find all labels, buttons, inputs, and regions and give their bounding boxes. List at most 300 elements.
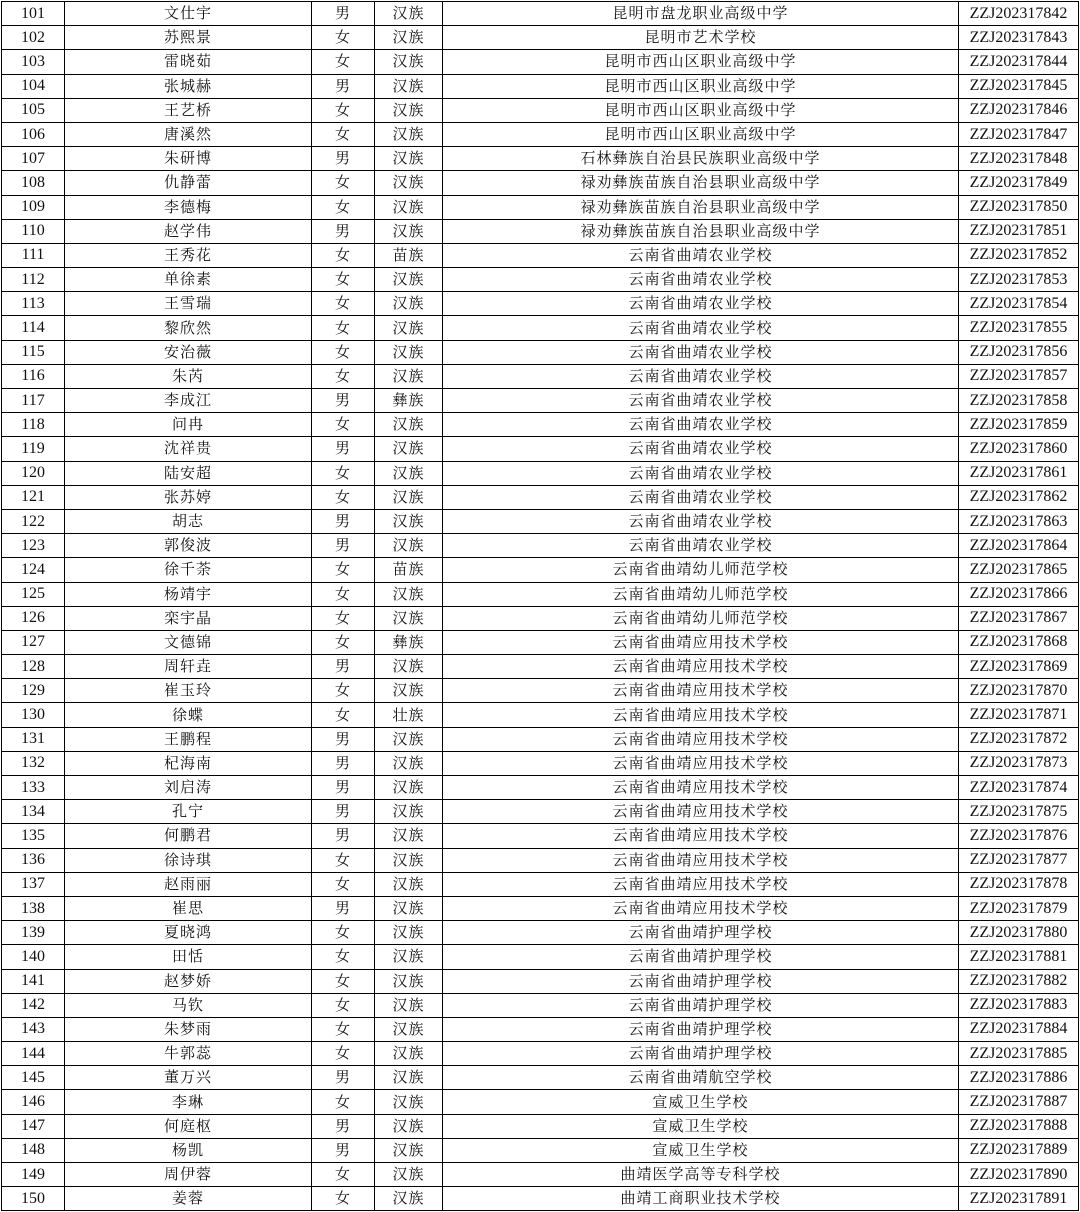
gender: 女 [312,606,375,630]
student-name: 文德锦 [65,630,312,654]
certificate-id: ZZJ202317850 [959,195,1079,219]
school-name: 云南省曲靖农业学校 [443,340,959,364]
table-row [2,679,1079,703]
gender: 女 [312,340,375,364]
table-row [2,219,1079,243]
row-number: 136 [2,848,65,872]
student-name: 董万兴 [65,1066,312,1090]
gender: 女 [312,461,375,485]
school-name: 昆明市西山区职业高级中学 [443,74,959,98]
student-name: 崔玉玲 [65,679,312,703]
ethnicity: 汉族 [375,1114,443,1138]
ethnicity: 汉族 [375,727,443,751]
row-number: 134 [2,800,65,824]
gender: 男 [312,74,375,98]
certificate-id: ZZJ202317865 [959,558,1079,582]
ethnicity: 汉族 [375,437,443,461]
student-name: 栾宇晶 [65,606,312,630]
gender: 女 [312,582,375,606]
school-name: 云南省曲靖幼儿师范学校 [443,558,959,582]
gender: 女 [312,268,375,292]
ethnicity: 汉族 [375,268,443,292]
student-name: 陆安超 [65,461,312,485]
row-number: 146 [2,1090,65,1114]
row-number: 113 [2,292,65,316]
row-number: 116 [2,364,65,388]
student-name: 孔宁 [65,800,312,824]
certificate-id: ZZJ202317866 [959,582,1079,606]
ethnicity: 汉族 [375,896,443,920]
table-row [2,1187,1079,1211]
table-row [2,364,1079,388]
student-name: 王鹏程 [65,727,312,751]
certificate-id: ZZJ202317878 [959,872,1079,896]
table-row [2,1042,1079,1066]
table-row [2,98,1079,122]
row-number: 107 [2,147,65,171]
gender: 女 [312,364,375,388]
student-name: 王雪瑞 [65,292,312,316]
table-row [2,122,1079,146]
school-name: 禄劝彝族苗族自治县职业高级中学 [443,195,959,219]
ethnicity: 汉族 [375,2,443,26]
row-number: 147 [2,1114,65,1138]
student-name: 马钦 [65,993,312,1017]
ethnicity: 汉族 [375,1017,443,1041]
certificate-id: ZZJ202317847 [959,122,1079,146]
school-name: 云南省曲靖幼儿师范学校 [443,606,959,630]
table-row [2,485,1079,509]
ethnicity: 汉族 [375,509,443,533]
table-row [2,1017,1079,1041]
student-name: 朱研博 [65,147,312,171]
certificate-id: ZZJ202317864 [959,534,1079,558]
ethnicity: 彝族 [375,630,443,654]
school-name: 云南省曲靖农业学校 [443,243,959,267]
table-row [2,800,1079,824]
certificate-id: ZZJ202317857 [959,364,1079,388]
row-number: 127 [2,630,65,654]
student-name: 崔思 [65,896,312,920]
row-number: 138 [2,896,65,920]
row-number: 120 [2,461,65,485]
ethnicity: 汉族 [375,1163,443,1187]
certificate-id: ZZJ202317873 [959,751,1079,775]
ethnicity: 汉族 [375,316,443,340]
row-number: 102 [2,26,65,50]
ethnicity: 汉族 [375,122,443,146]
certificate-id: ZZJ202317879 [959,896,1079,920]
certificate-id: ZZJ202317877 [959,848,1079,872]
student-name: 徐诗琪 [65,848,312,872]
ethnicity: 汉族 [375,945,443,969]
school-name: 云南省曲靖农业学校 [443,364,959,388]
certificate-id: ZZJ202317854 [959,292,1079,316]
ethnicity: 汉族 [375,993,443,1017]
gender: 女 [312,993,375,1017]
row-number: 141 [2,969,65,993]
ethnicity: 汉族 [375,1066,443,1090]
row-number: 104 [2,74,65,98]
school-name: 云南省曲靖农业学校 [443,389,959,413]
student-name: 徐蝶 [65,703,312,727]
school-name: 云南省曲靖航空学校 [443,1066,959,1090]
table-row [2,606,1079,630]
certificate-id: ZZJ202317886 [959,1066,1079,1090]
table-row [2,655,1079,679]
student-name: 张城赫 [65,74,312,98]
row-number: 128 [2,655,65,679]
row-number: 119 [2,437,65,461]
student-name: 苏熙景 [65,26,312,50]
ethnicity: 汉族 [375,848,443,872]
school-name: 石林彝族自治县民族职业高级中学 [443,147,959,171]
table-row [2,776,1079,800]
ethnicity: 汉族 [375,364,443,388]
ethnicity: 汉族 [375,921,443,945]
school-name: 云南省曲靖应用技术学校 [443,896,959,920]
student-name: 姜蓉 [65,1187,312,1211]
gender: 女 [312,1187,375,1211]
student-name: 牛郭蕊 [65,1042,312,1066]
row-number: 143 [2,1017,65,1041]
student-name: 杨靖宇 [65,582,312,606]
certificate-id: ZZJ202317880 [959,921,1079,945]
certificate-id: ZZJ202317889 [959,1138,1079,1162]
gender: 男 [312,776,375,800]
school-name: 云南省曲靖应用技术学校 [443,727,959,751]
row-number: 123 [2,534,65,558]
table-row [2,461,1079,485]
certificate-id: ZZJ202317882 [959,969,1079,993]
ethnicity: 壮族 [375,703,443,727]
table-row [2,727,1079,751]
school-name: 昆明市艺术学校 [443,26,959,50]
gender: 女 [312,630,375,654]
gender: 女 [312,122,375,146]
row-number: 148 [2,1138,65,1162]
gender: 男 [312,2,375,26]
gender: 女 [312,292,375,316]
table-row [2,437,1079,461]
table-row [2,147,1079,171]
student-name: 雷晓茹 [65,50,312,74]
student-name: 杞海南 [65,751,312,775]
certificate-id: ZZJ202317860 [959,437,1079,461]
ethnicity: 汉族 [375,1090,443,1114]
gender: 男 [312,896,375,920]
school-name: 云南省曲靖应用技术学校 [443,630,959,654]
table-body [2,2,1079,1211]
ethnicity: 汉族 [375,74,443,98]
row-number: 122 [2,509,65,533]
school-name: 昆明市西山区职业高级中学 [443,50,959,74]
school-name: 曲靖工商职业技术学校 [443,1187,959,1211]
student-name: 王秀花 [65,243,312,267]
student-name: 夏晓鸿 [65,921,312,945]
school-name: 宣威卫生学校 [443,1138,959,1162]
table-row [2,1138,1079,1162]
school-name: 云南省曲靖应用技术学校 [443,703,959,727]
school-name: 云南省曲靖护理学校 [443,921,959,945]
ethnicity: 汉族 [375,969,443,993]
table-row [2,630,1079,654]
ethnicity: 汉族 [375,219,443,243]
table-row [2,921,1079,945]
student-name: 唐溪然 [65,122,312,146]
school-name: 禄劝彝族苗族自治县职业高级中学 [443,219,959,243]
certificate-id: ZZJ202317853 [959,268,1079,292]
certificate-id: ZZJ202317848 [959,147,1079,171]
gender: 女 [312,848,375,872]
ethnicity: 汉族 [375,872,443,896]
school-name: 云南省曲靖护理学校 [443,1042,959,1066]
row-number: 101 [2,2,65,26]
gender: 男 [312,147,375,171]
gender: 男 [312,800,375,824]
student-name: 李琳 [65,1090,312,1114]
certificate-id: ZZJ202317856 [959,340,1079,364]
ethnicity: 汉族 [375,340,443,364]
table-row [2,243,1079,267]
school-name: 云南省曲靖应用技术学校 [443,848,959,872]
student-name: 徐千荼 [65,558,312,582]
ethnicity: 苗族 [375,243,443,267]
table-row [2,2,1079,26]
row-number: 106 [2,122,65,146]
ethnicity: 汉族 [375,800,443,824]
school-name: 云南省曲靖护理学校 [443,993,959,1017]
gender: 男 [312,1114,375,1138]
student-name: 赵梦娇 [65,969,312,993]
school-name: 云南省曲靖幼儿师范学校 [443,582,959,606]
row-number: 118 [2,413,65,437]
student-name: 王艺桥 [65,98,312,122]
table-row [2,896,1079,920]
school-name: 宣威卫生学校 [443,1090,959,1114]
table-row [2,1163,1079,1187]
gender: 男 [312,1138,375,1162]
table-row [2,316,1079,340]
school-name: 云南省曲靖农业学校 [443,292,959,316]
certificate-id: ZZJ202317888 [959,1114,1079,1138]
ethnicity: 汉族 [375,26,443,50]
school-name: 云南省曲靖农业学校 [443,437,959,461]
student-name: 何鹏君 [65,824,312,848]
student-name: 刘启涛 [65,776,312,800]
school-name: 曲靖医学高等专科学校 [443,1163,959,1187]
table-row [2,389,1079,413]
gender: 男 [312,751,375,775]
row-number: 114 [2,316,65,340]
student-name: 安治薇 [65,340,312,364]
certificate-id: ZZJ202317858 [959,389,1079,413]
row-number: 150 [2,1187,65,1211]
ethnicity: 汉族 [375,534,443,558]
certificate-id: ZZJ202317849 [959,171,1079,195]
table-row [2,848,1079,872]
certificate-id: ZZJ202317890 [959,1163,1079,1187]
row-number: 129 [2,679,65,703]
student-name: 周伊蓉 [65,1163,312,1187]
table-row [2,993,1079,1017]
certificate-id: ZZJ202317874 [959,776,1079,800]
school-name: 云南省曲靖应用技术学校 [443,751,959,775]
certificate-id: ZZJ202317868 [959,630,1079,654]
student-name: 黎欣然 [65,316,312,340]
table-row [2,340,1079,364]
certificate-id: ZZJ202317870 [959,679,1079,703]
gender: 男 [312,727,375,751]
ethnicity: 汉族 [375,655,443,679]
gender: 男 [312,534,375,558]
table-row [2,509,1079,533]
row-number: 135 [2,824,65,848]
student-name: 田恬 [65,945,312,969]
school-name: 宣威卫生学校 [443,1114,959,1138]
school-name: 昆明市盘龙职业高级中学 [443,2,959,26]
row-number: 115 [2,340,65,364]
row-number: 110 [2,219,65,243]
ethnicity: 汉族 [375,413,443,437]
ethnicity: 汉族 [375,292,443,316]
row-number: 121 [2,485,65,509]
school-name: 云南省曲靖农业学校 [443,485,959,509]
ethnicity: 汉族 [375,147,443,171]
table-row [2,945,1079,969]
certificate-id: ZZJ202317869 [959,655,1079,679]
table-row [2,1114,1079,1138]
table-row [2,969,1079,993]
school-name: 云南省曲靖护理学校 [443,969,959,993]
gender: 女 [312,703,375,727]
ethnicity: 汉族 [375,98,443,122]
gender: 男 [312,1066,375,1090]
gender: 女 [312,50,375,74]
student-name: 张苏婷 [65,485,312,509]
gender: 女 [312,921,375,945]
table-row [2,292,1079,316]
student-name: 单徐素 [65,268,312,292]
ethnicity: 汉族 [375,485,443,509]
row-number: 131 [2,727,65,751]
school-name: 禄劝彝族苗族自治县职业高级中学 [443,171,959,195]
student-name: 赵学伟 [65,219,312,243]
student-name: 李成江 [65,389,312,413]
school-name: 云南省曲靖护理学校 [443,1017,959,1041]
ethnicity: 汉族 [375,751,443,775]
table-row [2,872,1079,896]
table-row [2,171,1079,195]
ethnicity: 汉族 [375,461,443,485]
gender: 女 [312,1017,375,1041]
row-number: 140 [2,945,65,969]
table-row [2,534,1079,558]
school-name: 云南省曲靖应用技术学校 [443,800,959,824]
row-number: 132 [2,751,65,775]
certificate-id: ZZJ202317843 [959,26,1079,50]
row-number: 117 [2,389,65,413]
certificate-id: ZZJ202317862 [959,485,1079,509]
school-name: 云南省曲靖农业学校 [443,509,959,533]
table-row [2,1090,1079,1114]
table-row [2,50,1079,74]
gender: 女 [312,98,375,122]
certificate-id: ZZJ202317844 [959,50,1079,74]
gender: 女 [312,558,375,582]
school-name: 昆明市西山区职业高级中学 [443,98,959,122]
student-name: 周轩垚 [65,655,312,679]
gender: 女 [312,26,375,50]
school-name: 云南省曲靖农业学校 [443,534,959,558]
ethnicity: 汉族 [375,582,443,606]
ethnicity: 汉族 [375,1138,443,1162]
ethnicity: 汉族 [375,606,443,630]
certificate-id: ZZJ202317883 [959,993,1079,1017]
gender: 男 [312,219,375,243]
gender: 女 [312,485,375,509]
ethnicity: 汉族 [375,1042,443,1066]
gender: 女 [312,945,375,969]
gender: 女 [312,413,375,437]
student-list-table [1,1,1079,1211]
row-number: 112 [2,268,65,292]
row-number: 108 [2,171,65,195]
student-name: 朱芮 [65,364,312,388]
row-number: 130 [2,703,65,727]
table-row [2,413,1079,437]
certificate-id: ZZJ202317891 [959,1187,1079,1211]
school-name: 云南省曲靖农业学校 [443,461,959,485]
certificate-id: ZZJ202317852 [959,243,1079,267]
school-name: 云南省曲靖应用技术学校 [443,655,959,679]
student-name: 何庭枢 [65,1114,312,1138]
gender: 女 [312,1042,375,1066]
certificate-id: ZZJ202317851 [959,219,1079,243]
school-name: 云南省曲靖农业学校 [443,268,959,292]
certificate-id: ZZJ202317885 [959,1042,1079,1066]
row-number: 139 [2,921,65,945]
school-name: 昆明市西山区职业高级中学 [443,122,959,146]
ethnicity: 汉族 [375,679,443,703]
row-number: 126 [2,606,65,630]
certificate-id: ZZJ202317872 [959,727,1079,751]
certificate-id: ZZJ202317861 [959,461,1079,485]
certificate-id: ZZJ202317876 [959,824,1079,848]
gender: 女 [312,679,375,703]
gender: 女 [312,969,375,993]
school-name: 云南省曲靖农业学校 [443,316,959,340]
row-number: 109 [2,195,65,219]
row-number: 105 [2,98,65,122]
ethnicity: 彝族 [375,389,443,413]
student-name: 杨凯 [65,1138,312,1162]
certificate-id: ZZJ202317863 [959,509,1079,533]
ethnicity: 汉族 [375,195,443,219]
gender: 女 [312,243,375,267]
ethnicity: 汉族 [375,1187,443,1211]
table-row [2,74,1079,98]
table-row [2,703,1079,727]
student-name: 胡志 [65,509,312,533]
row-number: 111 [2,243,65,267]
table-row [2,195,1079,219]
certificate-id: ZZJ202317881 [959,945,1079,969]
certificate-id: ZZJ202317871 [959,703,1079,727]
row-number: 144 [2,1042,65,1066]
school-name: 云南省曲靖应用技术学校 [443,872,959,896]
gender: 女 [312,1090,375,1114]
